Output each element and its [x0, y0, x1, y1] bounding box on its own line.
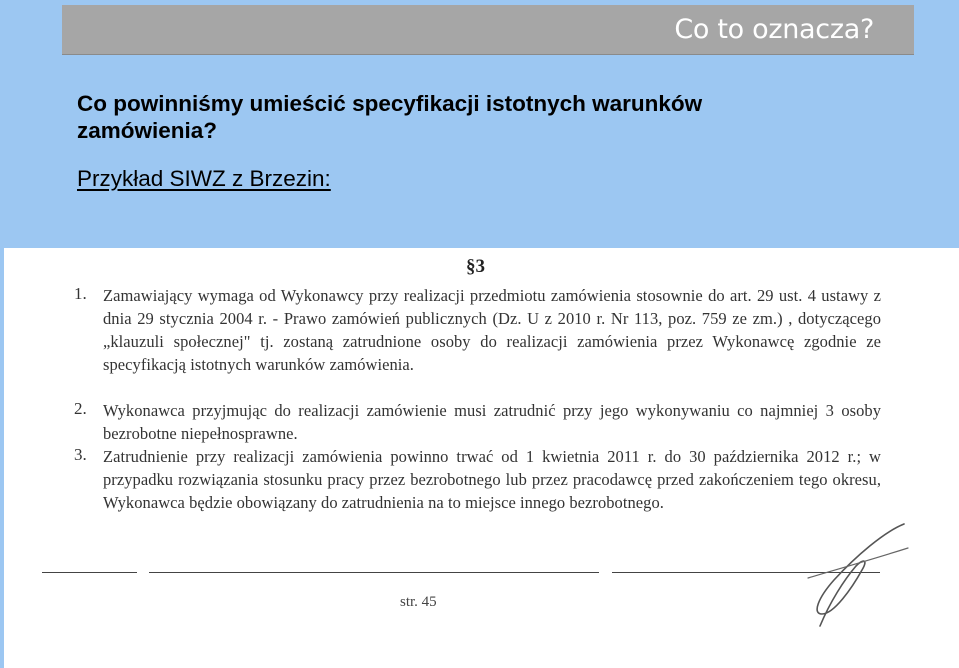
- example-label: Przykład SIWZ z Brzezin:: [77, 166, 331, 191]
- slide-title: Co to oznacza?: [674, 14, 874, 45]
- title-bar: [62, 5, 914, 55]
- item-text: Wykonawca przyjmując do realizacji zamówienie musi zatrudnić przy jego wykonywaniu co najmniej 3 osoby bezrobotne niepełnosprawne.: [103, 401, 881, 443]
- item-text: Zamawiający wymaga od Wykonawcy przy realizacji przedmiotu zamówienia stosownie do art. 29 ust. 4 ustawy z dnia 29 stycznia 2004 r. - Prawo zamówień publicznych (Dz. U z 2010 r. Nr 113, poz. 759 ze zm.) , dotyczącego „klauzuli społecznej" tj. zostaną zatrudnione osoby do realizacji zamówienia przez Wykonawcę zgodnie ze specyfikacją istotnych warunków zamówienia.: [103, 286, 881, 374]
- footer-rule: [149, 572, 599, 573]
- item-number: 3.: [74, 445, 87, 464]
- section-mark: §3: [466, 256, 485, 277]
- item-number: 2.: [74, 399, 87, 418]
- footer-rule: [42, 572, 137, 573]
- page-number: str. 45: [400, 594, 437, 610]
- scanned-document: [4, 248, 959, 668]
- handwritten-signature-icon: [804, 518, 914, 633]
- question-text: Co powinniśmy umieścić specyfikacji istotnych warunków zamówienia?: [77, 91, 703, 143]
- item-text: Zatrudnienie przy realizacji zamówienia powinno trwać od 1 kwietnia 2011 r. do 30 października 2012 r.; w przypadku rozwiązania stosunku pracy przez bezrobotnego lub przez pracodawcę przed zakończeniem tego okresu, Wykonawca będzie obowiązany do zatrudnienia na to miejsce innego bezrobotnego.: [103, 447, 881, 512]
- item-number: 1.: [74, 284, 87, 303]
